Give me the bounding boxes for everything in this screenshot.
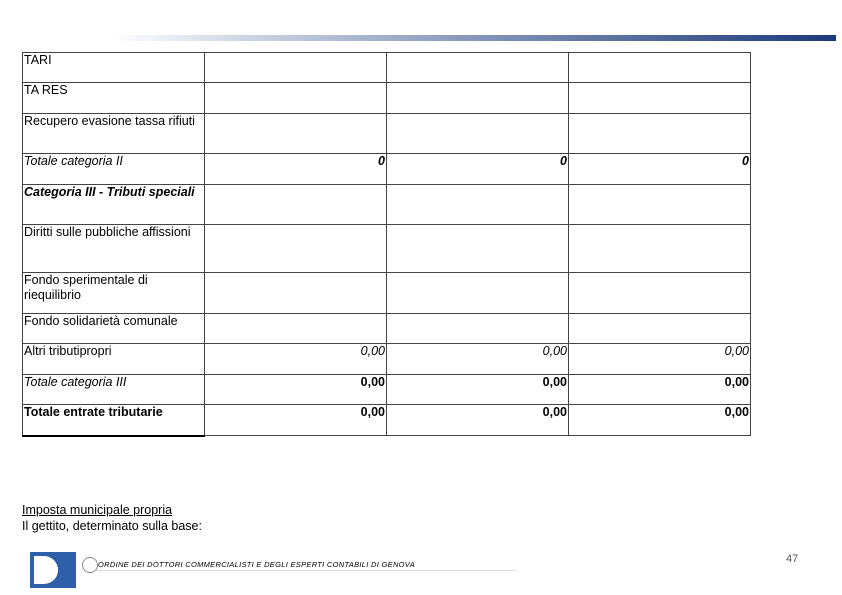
cell: 0,00 <box>205 375 387 405</box>
cell: 0,00 <box>205 405 387 436</box>
page-number: 47 <box>786 553 799 565</box>
cell: 0 <box>387 154 569 185</box>
table-row <box>23 344 751 375</box>
table-row <box>23 405 751 436</box>
row-label: TARI <box>23 53 205 83</box>
table-row <box>23 375 751 405</box>
cell: 0 <box>569 154 751 185</box>
cell <box>205 185 387 225</box>
cell <box>387 225 569 273</box>
cell: 0,00 <box>387 344 569 375</box>
cell <box>205 53 387 83</box>
cell <box>569 53 751 83</box>
cell <box>387 314 569 344</box>
cell <box>569 83 751 114</box>
table-row <box>23 83 751 114</box>
cell <box>387 273 569 314</box>
table-row <box>23 53 751 83</box>
cell: 0,00 <box>387 375 569 405</box>
cell <box>569 314 751 344</box>
cell: 0,00 <box>569 405 751 436</box>
table-row <box>23 273 751 314</box>
section-note <box>22 502 202 534</box>
cell <box>205 83 387 114</box>
cell: 0,00 <box>569 344 751 375</box>
cell <box>205 114 387 154</box>
footer-divider <box>96 570 516 571</box>
cell <box>569 185 751 225</box>
row-label: Fondo solidarietà comunale <box>23 314 205 344</box>
row-label: Totale categoria III <box>23 375 205 405</box>
cell <box>387 114 569 154</box>
table-row <box>23 225 751 273</box>
table-row <box>23 185 751 225</box>
cell <box>569 273 751 314</box>
cell <box>387 53 569 83</box>
cell <box>205 225 387 273</box>
row-label: Fondo sperimentale di riequilibrio <box>23 273 205 314</box>
logo-icon <box>30 552 76 588</box>
revenue-table <box>22 52 751 437</box>
cell <box>569 114 751 154</box>
section-title: Imposta municipale propria <box>22 503 173 517</box>
row-label: Altri tributipropri <box>23 344 205 375</box>
cell <box>387 185 569 225</box>
row-label: Totale entrate tributarie <box>23 405 205 436</box>
table-row <box>23 314 751 344</box>
row-label: Recupero evasione tassa rifiuti <box>23 114 205 154</box>
cell: 0,00 <box>569 375 751 405</box>
table-row <box>23 154 751 185</box>
organization-name: ORDINE DEI DOTTORI COMMERCIALISTI E DEGLI ESPERTI CONTABILI DI GENOVA <box>98 560 416 569</box>
row-label: Totale categoria II <box>23 154 205 185</box>
header-gradient-bar <box>110 35 836 41</box>
row-label: Categoria III - Tributi speciali <box>23 185 205 225</box>
cell: 0,00 <box>387 405 569 436</box>
row-label: Diritti sulle pubbliche affissioni <box>23 225 205 273</box>
table-row <box>23 114 751 154</box>
cell: 0 <box>205 154 387 185</box>
row-label: TA RES <box>23 83 205 114</box>
section-subtitle: Il gettito, determinato sulla base: <box>22 519 202 533</box>
cell: 0,00 <box>205 344 387 375</box>
cell <box>569 225 751 273</box>
cell <box>387 83 569 114</box>
cell <box>205 314 387 344</box>
cell <box>205 273 387 314</box>
